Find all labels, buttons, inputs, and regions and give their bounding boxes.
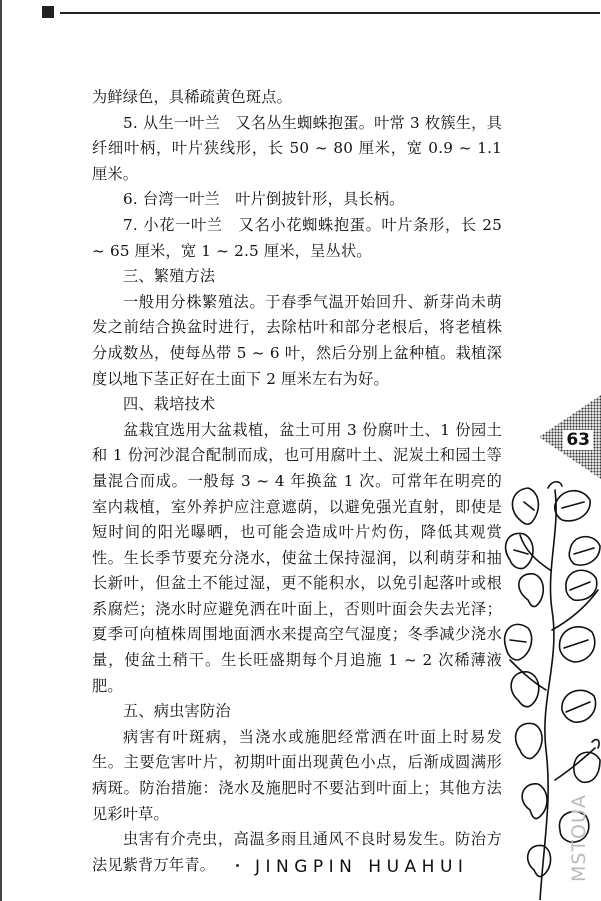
paragraph: 病害有叶斑病，当浇水或施肥经常洒在叶面上时易发生。主要危害叶片，初期叶面出现黄色小点，后渐成圆满形病斑。防治措施：浇水及施肥时不要沾到叶面上；其他方法见彩叶草。 [92,727,502,823]
paragraph: 5. 从生一叶兰 又名丛生蜘蛛抱蛋。叶常 3 枚簇生，具纤细叶柄，叶片狭线形，长 50 ~ 80 厘米，宽 0.9 ~ 1.1 厘米。 [92,113,502,183]
section-heading: 四、栽培技术 [123,395,216,414]
watermark: MSTOUA [568,794,590,882]
footer-running-title: JINGPIN HUAHUI [255,857,469,877]
section-heading: 三、繁殖方法 [123,267,216,286]
paragraph: 一般用分株繁殖法。于春季气温开始回升、新芽尚未萌发之前结合换盆时进行，去除枯叶和部分老根后，将老植株分成数丛，使每丛带 5 ~ 6 叶，然后分别上盆种植。栽植深度以地下茎正好在土面下 2 厘米左右为好。 [92,292,502,388]
header-corner-mark [42,6,54,18]
body-text [92,85,502,878]
page-number: 63 [563,430,593,450]
header-rule [60,12,600,14]
paragraph: 7. 小花一叶兰 又名小花蜘蛛抱蛋。叶片条形，长 25 ~ 65 厘米，宽 1 ~ 2.5 厘米，呈丛状。 [92,215,502,260]
footer-dot [236,864,239,867]
paragraph: 为鲜绿色，具稀疏黄色斑点。 [92,88,293,106]
section-heading: 五、病虫害防治 [123,702,231,721]
paragraph: 6. 台湾一叶兰 叶片倒披针形，具长柄。 [123,190,405,209]
paragraph: 虫害有介壳虫，高温多雨且通风不良时易发生。防治方法见紫背万年青。 [92,830,502,874]
paragraph: 盆栽宜选用大盆栽植，盆土可用 3 份腐叶土、1 份园土和 1 份河沙混合配制而成，也可用腐叶土、泥炭土和园土等量混合而成。一般每 3 ~ 4 年换盆 1 次。可常年在明亮的室内栽植，室外养护应注意遮荫，以避免强光直射，即使是短时间的阳光曝晒，也可能会造成叶片灼伤，降低其观赏性。生长季节要充分浇水，使盆土保持湿润，以利萌芽和抽长新叶，但盆土不能过湿，更不能积水，以免引起落叶或根系腐烂；浇水时应避免洒在叶面上，否则叶面会失去光泽；夏季可向植株周围地面洒水来提高空气湿度；冬季减少浇水量，使盆土稍干。生长旺盛期每个月追施 1 ~ 2 次稀薄液肥。 [92,420,502,695]
